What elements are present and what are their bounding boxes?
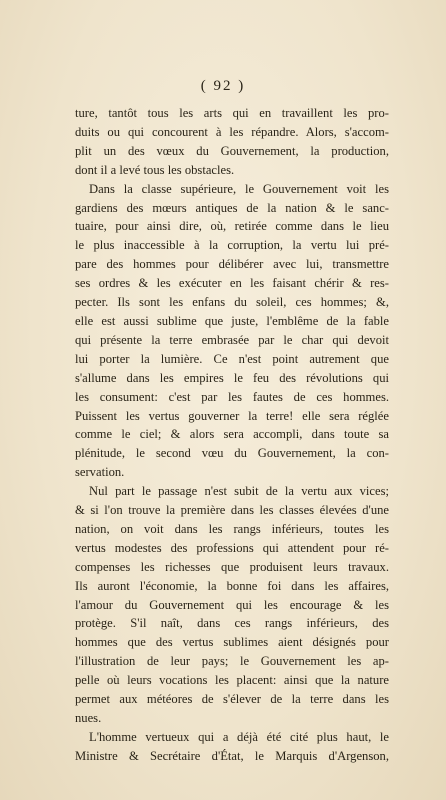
text-line: Puissent les vertus gouverner la terre! elle sera réglée [75, 408, 389, 423]
text-line: ses ordres & les exécuter en les faisant chérir & res- [75, 276, 389, 291]
text-line: elle est aussi sublime que juste, l'emblême de la fable [75, 313, 389, 328]
text-line: gardiens des mœurs antiques de la nation & le sanc- [75, 200, 389, 215]
text-line: vertus modestes des professions qui attendent pour ré- [75, 540, 389, 555]
text-line: s'allume dans les empires le feu des révolutions qui [75, 370, 389, 385]
text-line: hommes que des vertus sublimes aient désignés pour [75, 635, 389, 650]
text-line: plit un des vœux du Gouvernement, la production, [75, 143, 389, 158]
text-line: comme le ciel; & alors sera accompli, dans toute sa [75, 427, 389, 442]
text-line: plénitude, le second vœu du Gouvernement, la con- [75, 446, 389, 461]
text-line: nation, on voit dans les rangs inférieurs, toutes les [75, 521, 389, 536]
text-line: pecter. Ils sont les enfans du soleil, ces hommes; &, [75, 295, 389, 310]
text-line: lui porter la lumière. Ce n'est point autrement que [75, 351, 389, 366]
text-line: duits ou qui concourent à les répandre. Alors, s'accom- [75, 124, 389, 139]
body-text [75, 104, 389, 766]
text-line: Ils auront l'économie, la bonne foi dans les affaires, [75, 578, 389, 593]
text-line: Dans la classe supérieure, le Gouvernement voit les [89, 181, 389, 196]
text-line: pare des hommes pour délibérer avec lui, transmettre [75, 257, 389, 272]
text-line: compenses les richesses que produisent leurs travaux. [75, 559, 389, 574]
text-line: permet aux météores de s'élever de la terre dans les [75, 692, 389, 707]
text-line: ture, tantôt tous les arts qui en travaillent les pro- [75, 106, 389, 120]
text-line: dont il a levé tous les obstacles. [75, 162, 235, 177]
text-line: l'illustration de leur pays; le Gouvernement les ap- [75, 654, 389, 669]
text-line: L'homme vertueux qui a déjà été cité plus haut, le [89, 729, 389, 744]
text-line: Ministre & Secrétaire d'État, le Marquis d'Argenson, [75, 748, 389, 763]
text-line: Nul part le passage n'est subit de la vertu aux vices; [89, 484, 389, 499]
page-number: ( 92 ) [200, 78, 246, 94]
text-line: protège. S'il naît, dans ces rangs inférieurs, des [75, 616, 389, 631]
text-line: les consument: c'est par les fautes de ces hommes. [75, 389, 389, 404]
text-line: pelle où leurs vocations les placent: ainsi que la nature [75, 673, 389, 688]
text-line: nues. [75, 711, 102, 725]
text-line: & si l'on trouve la première dans les classes élevées d'une [75, 503, 389, 518]
text-line: l'amour du Gouvernement qui les encourage & les [75, 597, 389, 612]
text-line: servation. [75, 465, 125, 480]
text-line: tuaire, pour ainsi dire, où, retirée comme dans le lieu [75, 219, 389, 234]
text-line: le plus inaccessible à la corruption, la vertu lui pré- [75, 238, 389, 253]
text-line: qui présente la terre embrasée par le char qui devoit [75, 332, 389, 347]
